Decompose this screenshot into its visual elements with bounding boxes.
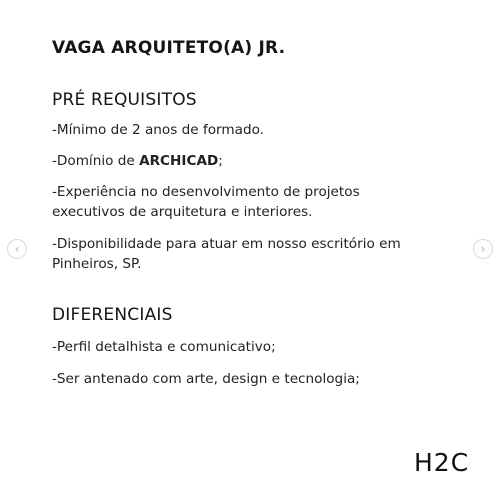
requirement-item: -Disponibilidade para atuar em nosso escritório em Pinheiros, SP.: [52, 236, 401, 272]
requirement-item: [52, 151, 462, 171]
requirement-text: -Domínio de: [52, 153, 140, 169]
chevron-left-icon[interactable]: ‹: [7, 239, 27, 259]
requirements-heading: PRÉ REQUISITOS: [52, 90, 197, 110]
job-title: VAGA ARQUITETO(A) JR.: [52, 38, 286, 58]
differentials-heading: DIFERENCIAIS: [52, 305, 173, 325]
differential-item: -Perfil detalhista e comunicativo;: [52, 339, 276, 355]
requirement-item: -Mínimo de 2 anos de formado.: [52, 122, 264, 138]
requirement-item: -Experiência no desenvolvimento de projetos executivos de arquitetura e interiores.: [52, 184, 360, 220]
differential-item: -Ser antenado com arte, design e tecnologia;: [52, 371, 360, 387]
chevron-right-icon[interactable]: ›: [473, 239, 493, 259]
software-name: ARCHICAD: [139, 153, 219, 169]
h2c-logo: H2C: [414, 448, 470, 477]
requirement-text: ;: [218, 153, 223, 169]
